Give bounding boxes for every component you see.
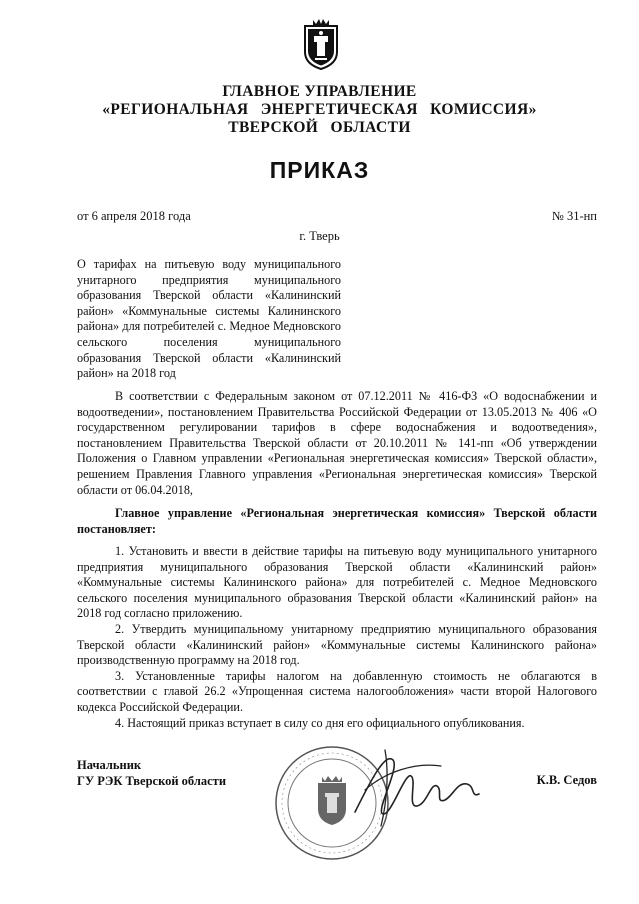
order-subject: О тарифах на питьевую воду муниципального унитарного предприятия муниципального образования Тверской области «Калининский район» «Коммунальные системы Калининского района» для потребителей с. Медное Медновского сельского поселения муниципального образования Тверской области «Калининский район» на 2018 год <box>77 257 341 381</box>
signatory-title-line-1: Начальник <box>77 758 142 772</box>
signatory-title-line-2: ГУ РЭК Тверской области <box>77 774 227 788</box>
order-item-4: 4. Настоящий приказ вступает в силу со дня его официального опубликования. <box>115 715 525 730</box>
order-number: № 31-нп <box>551 209 597 223</box>
order-item-3: 3. Установленные тарифы налогом на добавленную стоимость не облагаются в соответствии с главой 26.2 «Упрощенная система налогообложения» части второй Налогового кодекса Российской Федерации. <box>77 668 597 714</box>
order-city: г. Тверь <box>299 229 340 243</box>
header-line-3: ТВЕРСКОЙ ОБЛАСТИ <box>228 119 411 136</box>
document-type-title: ПРИКАЗ <box>269 157 370 183</box>
handwritten-signature <box>345 742 485 832</box>
order-item-1: 1. Установить и ввести в действие тарифы на питьевую воду муниципального унитарного предприятия муниципального образования Тверской области «Калининский район» «Коммунальные системы Калининского района» для потребителей с. Медное Медновского сельского поселения муниципального образования Тверской области «Калининский район» на 2018 год согласно приложению. <box>77 544 597 621</box>
coat-of-arms-icon <box>301 18 341 70</box>
header-line-1: ГЛАВНОЕ УПРАВЛЕНИЕ <box>222 83 417 100</box>
signatory-title <box>77 757 277 789</box>
order-item-2: 2. Утвердить муниципальному унитарному предприятию муниципального образования Тверской области «Калининский район» «Коммунальные системы Калининского района» производственную программу на 2018 год. <box>77 621 597 668</box>
order-date: от 6 апреля 2018 года <box>77 209 191 223</box>
signatory-name: К.В. Седов <box>536 773 597 787</box>
order-items <box>77 544 597 731</box>
header-line-2: «РЕГИОНАЛЬНАЯ ЭНЕРГЕТИЧЕСКАЯ КОМИССИЯ» <box>102 101 537 118</box>
legal-basis-paragraph: В соответствии с Федеральным законом от 07.12.2011 № 416-ФЗ «О водоснабжении и водоотведении», постановлением Правительства Российской Федерации от 13.05.2013 № 406 «О государственном регулировании тарифов в сфере водоснабжения и водоотведения», постановлением Правительства Тверской области от 20.10.2011 № 141-пп «Об утверждении Положения о Главном управлении «Региональная энергетическая комиссия» Тверской области», решением Правления Главного управления «Региональная энергетическая комиссия» Тверской области от 06.04.2018, <box>77 389 597 497</box>
resolves-paragraph: Главное управление «Региональная энергетическая комиссия» Тверской области постановляет: <box>77 506 597 536</box>
